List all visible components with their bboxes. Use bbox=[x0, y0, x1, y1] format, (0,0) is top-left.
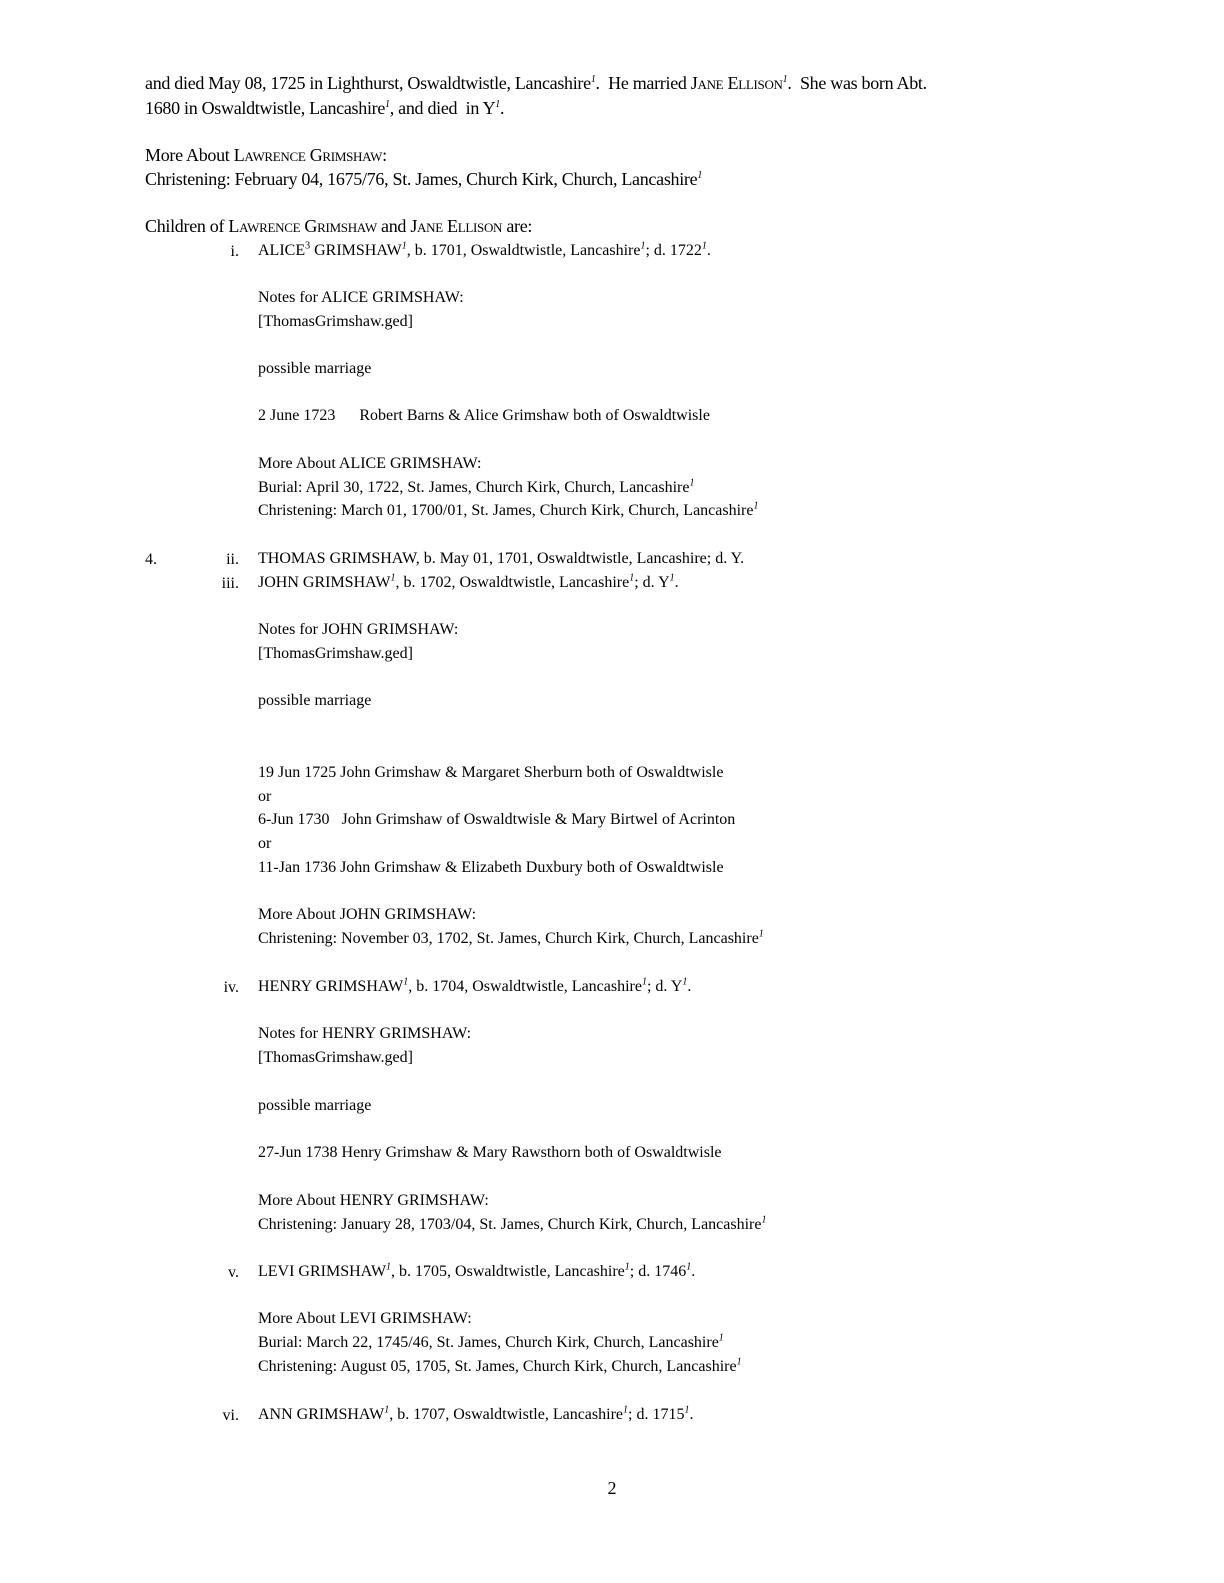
child-numeral: iii. bbox=[221, 575, 239, 592]
notes-title: Notes for HENRY GRIMSHAW: bbox=[258, 1025, 472, 1042]
generation-number: 3 bbox=[305, 240, 311, 252]
marriage-line: 11-Jan 1736 John Grimshaw & Elizabeth Duxbury both of Oswaldtwisle bbox=[258, 859, 724, 876]
generation-index: 4. bbox=[145, 551, 157, 568]
fact-line: Burial: April 30, 1722, St. James, Church Kirk, Church, Lancashire$^1$ bbox=[258, 477, 695, 496]
more-about-title: More About HENRY GRIMSHAW: bbox=[258, 1192, 489, 1209]
child-numeral: v. bbox=[228, 1264, 239, 1281]
marriage-line: 19 Jun 1725 John Grimshaw & Margaret Sherburn both of Oswaldtwisle bbox=[258, 764, 724, 781]
footnote-ref: 1 bbox=[590, 74, 596, 85]
child-entry-john: JOHN GRIMSHAW$^1$, b. 1702, Oswaldtwistle, Lancashire$^1$; d. $Y^1$. bbox=[258, 572, 679, 591]
fact-line: Christening: January 28, 1703/04, St. James, Church Kirk, Church, Lancashire$^1$ bbox=[258, 1214, 767, 1233]
notes-source: [ThomasGrimshaw.ged] bbox=[258, 1049, 413, 1066]
intro-line-1: and died May 08, 1725 in Lighthurst, Oswaldtwistle, Lancashire$^1$. He married Jane Ellison$^1$. She was born Abt. bbox=[145, 73, 927, 93]
children-heading: Children of Lawrence Grimshaw and Jane Ellison are: bbox=[145, 216, 533, 236]
marriage-line: or bbox=[258, 788, 272, 805]
child-numeral: vi. bbox=[222, 1407, 239, 1424]
child-entry-alice: ALICE$^3$ GRIMSHAW$^1$, b. 1701, Oswaldtwistle, Lancashire$^1$; d. 1722$^1$. bbox=[258, 240, 711, 259]
fact-line: Christening: August 05, 1705, St. James, Church Kirk, Church, Lancashire$^1$ bbox=[258, 1356, 742, 1375]
child-numeral: iv. bbox=[223, 979, 239, 996]
footnote-ref: 1 bbox=[495, 99, 500, 110]
more-about-title: More About JOHN GRIMSHAW: bbox=[258, 906, 477, 923]
child-entry-thomas: THOMAS GRIMSHAW, b. May 01, 1701, Oswaldtwistle, Lancashire; d. Y. bbox=[258, 550, 745, 567]
notes-source: [ThomasGrimshaw.ged] bbox=[258, 313, 413, 330]
more-about-heading: More About Lawrence Grimshaw: bbox=[145, 145, 387, 165]
notes-title: Notes for ALICE GRIMSHAW: bbox=[258, 289, 464, 306]
child-entry-ann: ANN GRIMSHAW$^1$, b. 1707, Oswaldtwistle, Lancashire$^1$; d. 1715$^1$. bbox=[258, 1404, 694, 1423]
child-entry-levi: LEVI GRIMSHAW$^1$, b. 1705, Oswaldtwistle, Lancashire$^1$; d. 1746$^1$. bbox=[258, 1261, 696, 1280]
marriage-line: 6-Jun 1730 John Grimshaw of Oswaldtwisle & Mary Birtwel of Acrinton bbox=[258, 811, 736, 828]
footnote-ref: 1 bbox=[385, 99, 390, 110]
marriage-line: or bbox=[258, 835, 272, 852]
spouse-name: Jane Ellison bbox=[690, 73, 783, 93]
notes-text: possible marriage bbox=[258, 360, 372, 377]
footnote-ref: 1 bbox=[697, 170, 703, 181]
intro-line-2: 1680 in Oswaldtwistle, Lancashire$^1$, and died in $Y^1$. bbox=[145, 98, 505, 118]
notes-text: possible marriage bbox=[258, 692, 372, 709]
child-entry-henry: HENRY GRIMSHAW$^1$, b. 1704, Oswaldtwistle, Lancashire$^1$; d. $Y^1$. bbox=[258, 976, 692, 995]
footnote-ref: 1 bbox=[782, 74, 788, 85]
fact-line: Burial: March 22, 1745/46, St. James, Church Kirk, Church, Lancashire$^1$ bbox=[258, 1332, 724, 1351]
child-numeral: i. bbox=[230, 243, 239, 260]
notes-title: Notes for JOHN GRIMSHAW: bbox=[258, 621, 459, 638]
notes-source: [ThomasGrimshaw.ged] bbox=[258, 645, 413, 662]
marriage-line: 27-Jun 1738 Henry Grimshaw & Mary Rawsthorn both of Oswaldtwisle bbox=[258, 1144, 722, 1161]
page-number: 2 bbox=[607, 1478, 617, 1498]
child-numeral: ii. bbox=[226, 551, 239, 568]
more-about-title: More About ALICE GRIMSHAW: bbox=[258, 455, 482, 472]
christening-fact: Christening: February 04, 1675/76, St. James, Church Kirk, Church, Lancashire$^1$ bbox=[145, 169, 703, 189]
fact-line: Christening: November 03, 1702, St. James, Church Kirk, Church, Lancashire$^1$ bbox=[258, 928, 764, 947]
more-about-title: More About LEVI GRIMSHAW: bbox=[258, 1310, 472, 1327]
marriage-line: 2 June 1723 Robert Barns & Alice Grimshaw both of Oswaldtwisle bbox=[258, 407, 710, 424]
fact-line: Christening: March 01, 1700/01, St. James, Church Kirk, Church, Lancashire$^1$ bbox=[258, 500, 759, 519]
notes-text: possible marriage bbox=[258, 1097, 372, 1114]
